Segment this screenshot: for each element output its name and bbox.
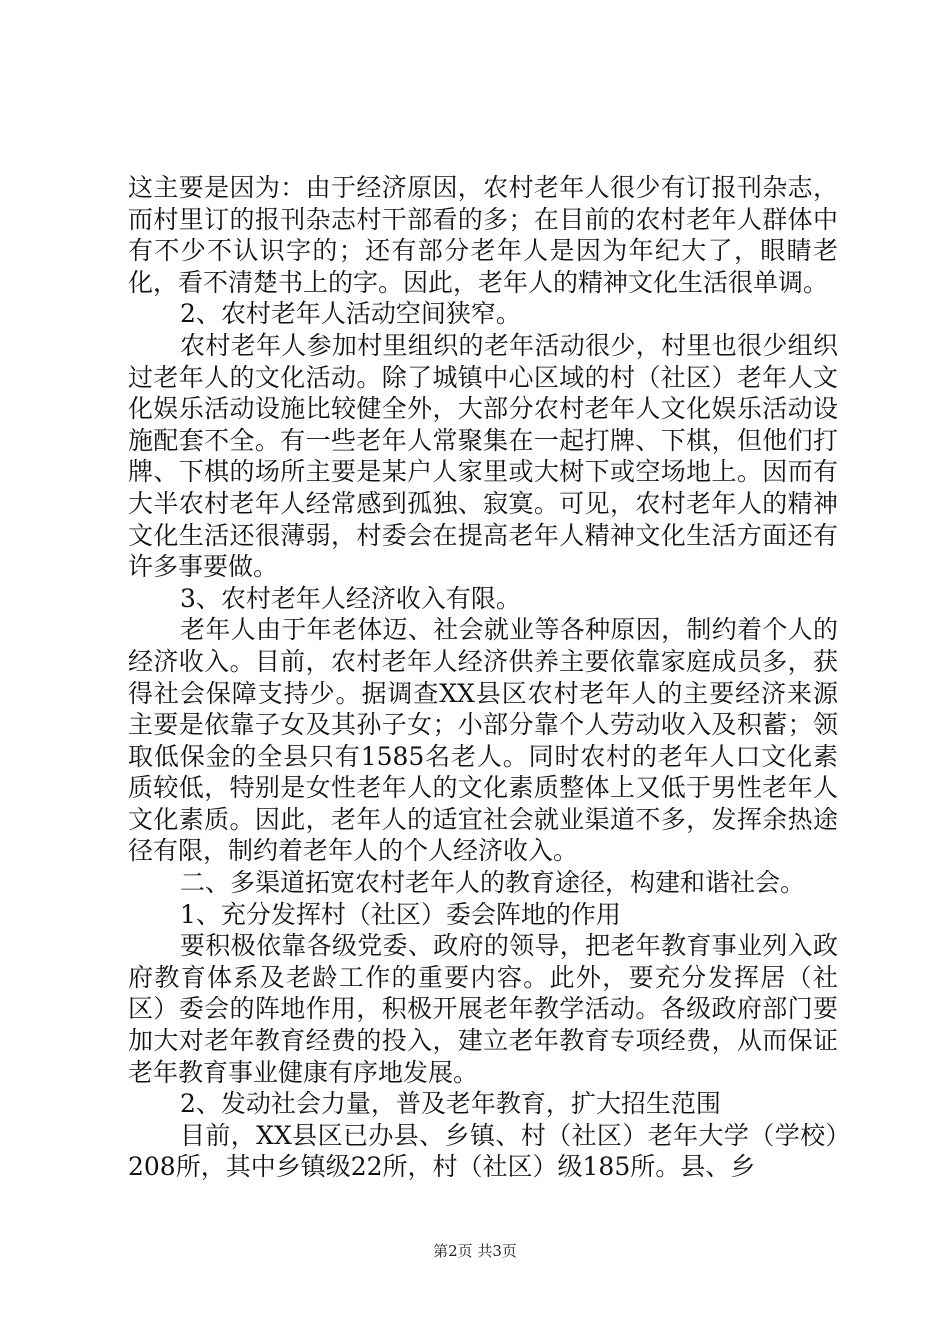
section-heading-income: 3、农村老年人经济收入有限。 [180, 583, 521, 613]
body-paragraph: 要积极依靠各级党委、政府的领导，把老年教育事业列入政府教育体系及老龄工作的重要内容。此外，要充分发挥居（社区）委会的阵地作用，积极开展老年教学活动。各级政府部门要加大对老年教育经费的投入，建立老年教育专项经费，从而保证老年教育事业健康有序地发展。 [128, 931, 838, 1087]
body-paragraph: 老年人由于年老体迈、社会就业等各种原因，制约着个人的经济收入。目前，农村老年人经济供养主要依靠家庭成员多，获得社会保障支持少。据调查XX县区农村老年人的主要经济来源主要是依靠子女及其孙子女；小部分靠个人劳动收入及积蓄；领取低保金的全县只有1585名老人。同时农村的老年人口文化素质较低，特别是女性老年人的文化素质整体上又低于男性老年人文化素质。因此，老年人的适宜社会就业渠道不多，发挥余热途径有限，制约着老年人的个人经济收入。 [128, 615, 838, 866]
document-body [128, 172, 838, 1183]
body-paragraph: 农村老年人参加村里组织的老年活动很少，村里也很少组织过老年人的文化活动。除了城镇中心区域的村（社区）老年人文化娱乐活动设施比较健全外，大部分农村老年人文化娱乐活动设施配套不全。有一些老年人常聚集在一起打牌、下棋，但他们打牌、下棋的场所主要是某户人家里或大树下或空场地上。因而有大半农村老年人经常感到孤独、寂寞。可见，农村老年人的精神文化生活还很薄弱，村委会在提高老年人精神文化生活方面还有许多事要做。 [128, 330, 838, 582]
body-paragraph: 这主要是因为：由于经济原因，农村老年人很少有订报刊杂志，而村里订的报刊杂志村干部看的多；在目前的农村老年人群体中有不少不认识字的；还有部分老年人是因为年纪大了，眼睛老化，看不清楚书上的字。因此，老年人的精神文化生活很单调。 [128, 173, 838, 297]
body-paragraph: 目前，XX县区已办县、乡镇、村（社区）老年大学（学校）208所，其中乡镇级22所，村（社区）级185所。县、乡 [128, 1120, 838, 1182]
subsection-heading-social-force: 2、发动社会力量，普及老年教育，扩大招生范围 [180, 1089, 721, 1119]
section-heading-activity-space: 2、农村老年人活动空间狭窄。 [180, 299, 521, 329]
page-number-footer: 第2页 共3页 [433, 1242, 517, 1260]
section-heading-education: 二、多渠道拓宽农村老年人的教育途径，构建和谐社会。 [180, 868, 806, 898]
subsection-heading-committee: 1、充分发挥村（社区）委会阵地的作用 [180, 899, 621, 929]
